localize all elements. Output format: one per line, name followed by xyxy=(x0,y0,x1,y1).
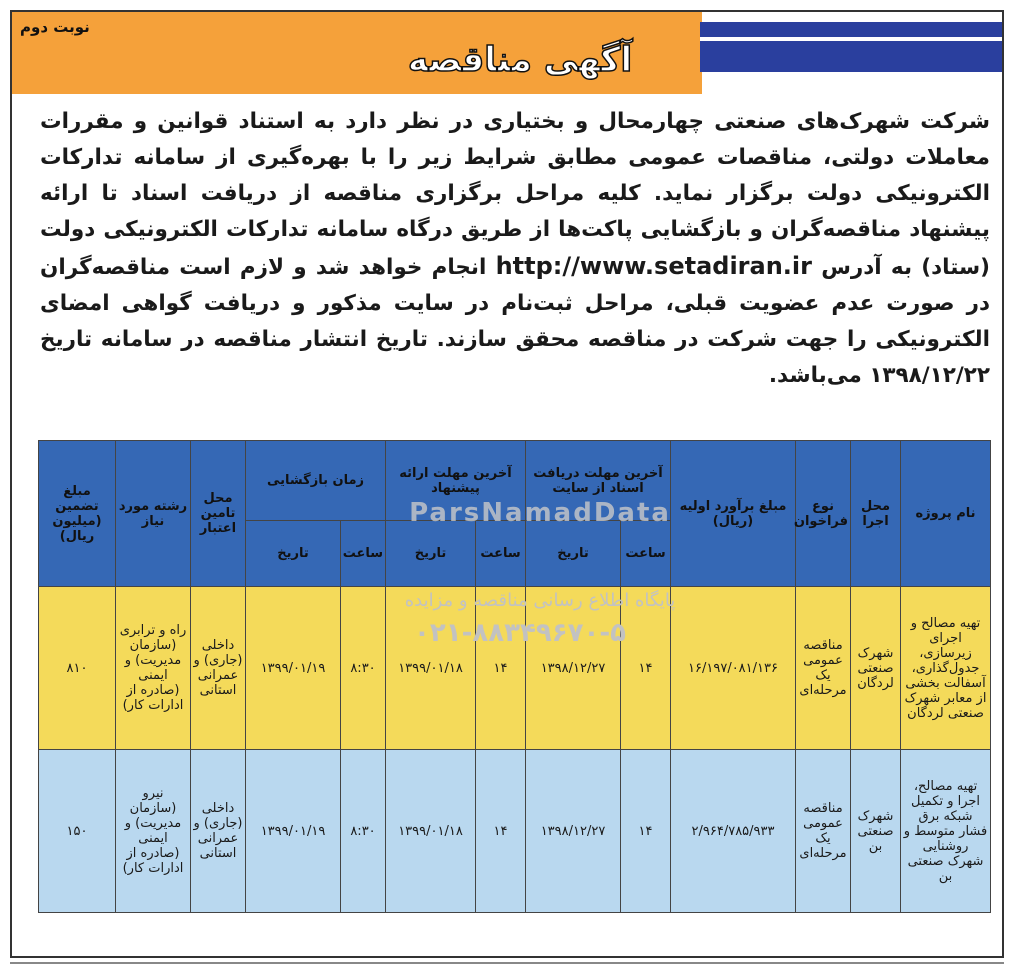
cell-call-type: مناقصه عمومی یک مرحله‌ای xyxy=(796,587,851,750)
table-row xyxy=(39,750,991,913)
cell-call-type: مناقصه عمومی یک مرحله‌ای xyxy=(796,750,851,913)
header-opening: زمان بازگشایی xyxy=(246,441,386,521)
header-doc-date: تاریخ xyxy=(526,521,621,587)
header-doc-deadline: آخرین مهلت دریافت اسناد از سایت xyxy=(526,441,671,521)
header-field: رشته مورد نیاز xyxy=(116,441,191,587)
cell-project: تهیه مصالح، اجرا و تکمیل شبکه برق فشار متوسط و روشنایی شهرک صنعتی بن xyxy=(901,750,991,913)
cell-bid-time: ۱۴ xyxy=(476,750,526,913)
notice-body xyxy=(40,104,990,394)
cell-open-time: ۸:۳۰ xyxy=(341,587,386,750)
header-bid-deadline: آخرین مهلت ارائه پیشنهاد xyxy=(386,441,526,521)
cell-bid-date: ۱۳۹۹/۰۱/۱۸ xyxy=(386,587,476,750)
header-bid-date: تاریخ xyxy=(386,521,476,587)
cell-bid-time: ۱۴ xyxy=(476,587,526,750)
cell-location: شهرک صنعتی لردگان xyxy=(851,587,901,750)
header-location: محل اجرا xyxy=(851,441,901,587)
body-paragraph-part2: انجام خواهد شد و لازم است مناقصه‌گران در صورت عدم عضویت قبلی، مراحل ثبت‌نام در سایت مذکور و دریافت گواهی امضای الکترونیکی را جهت شرکت در مناقصه محقق سازند. تاریخ انتشار مناقصه در سامانه تاریخ ۱۳۹۸/۱۲/۲۲ می‌باشد. xyxy=(40,255,990,388)
cell-project: تهیه مصالح و اجرای زیرسازی، جدول‌گذاری، آسفالت بخشی از معابر شهرک صنعتی لردگان xyxy=(901,587,991,750)
round-label: نوبت دوم xyxy=(20,18,90,36)
cell-bid-date: ۱۳۹۹/۰۱/۱۸ xyxy=(386,750,476,913)
cell-open-date: ۱۳۹۹/۰۱/۱۹ xyxy=(246,750,341,913)
cell-funding: داخلی (جاری) و عمرانی استانی xyxy=(191,750,246,913)
cell-doc-time: ۱۴ xyxy=(621,750,671,913)
header-project: نام پروژه xyxy=(901,441,991,587)
setadiran-url[interactable]: http://www.setadiran.ir xyxy=(495,252,812,280)
cell-field: راه و ترابری (سازمان مدیریت) و ایمنی (صادره از ادارات کار) xyxy=(116,587,191,750)
header-estimate: مبلغ برآورد اولیه (ریال) xyxy=(671,441,796,587)
header-open-date: تاریخ xyxy=(246,521,341,587)
header-bid-time: ساعت xyxy=(476,521,526,587)
header-blue-band xyxy=(700,22,1002,72)
cell-estimate: ۲/۹۶۴/۷۸۵/۹۳۳ xyxy=(671,750,796,913)
cell-open-date: ۱۳۹۹/۰۱/۱۹ xyxy=(246,587,341,750)
watermark-phone: ۰۲۱-۸۸۳۴۹۶۷۰-۵ xyxy=(413,618,626,648)
cell-guarantee: ۸۱۰ xyxy=(39,587,116,750)
notice-title: آگهی مناقصه xyxy=(407,40,633,80)
watermark-tagline: پایگاه اطلاع رسانی مناقصه و مزایده xyxy=(404,590,676,611)
cell-field: نیرو (سازمان مدیریت) و ایمنی (صادره از ادارات کار) xyxy=(116,750,191,913)
header-doc-time: ساعت xyxy=(621,521,671,587)
body-paragraph-part1: شرکت شهرک‌های صنعتی چهارمحال و بختیاری در نظر دارد به استناد قوانین و مقررات معاملات دولتی، مناقصات عمومی مطابق شرایط زیر را با بهره‌گیری از سامانه تدارکات الکترونیکی دولت برگزار نماید. کلیه مراحل برگزاری مناقصه از دریافت اسناد تا ارائه پیشنهاد مناقصه‌گران و بازگشایی پاکت‌ها از طریق درگاه سامانه تدارکات الکترونیکی دولت (ستاد) به آدرس xyxy=(40,109,990,280)
cell-doc-date: ۱۳۹۸/۱۲/۲۷ xyxy=(526,750,621,913)
header-guarantee: مبلغ تضمین (میلیون ریال) xyxy=(39,441,116,587)
header-funding: محل تامین اعتبار xyxy=(191,441,246,587)
cell-estimate: ۱۶/۱۹۷/۰۸۱/۱۳۶ xyxy=(671,587,796,750)
cell-doc-time: ۱۴ xyxy=(621,587,671,750)
watermark-brand: ParsNamadData xyxy=(409,498,671,528)
bottom-divider xyxy=(10,962,1004,964)
cell-guarantee: ۱۵۰ xyxy=(39,750,116,913)
cell-funding: داخلی (جاری) و عمرانی استانی xyxy=(191,587,246,750)
header-open-time: ساعت xyxy=(341,521,386,587)
cell-location: شهرک صنعتی بن xyxy=(851,750,901,913)
header-call-type: نوع فراخوان xyxy=(796,441,851,587)
cell-doc-date: ۱۳۹۸/۱۲/۲۷ xyxy=(526,587,621,750)
cell-open-time: ۸:۳۰ xyxy=(341,750,386,913)
